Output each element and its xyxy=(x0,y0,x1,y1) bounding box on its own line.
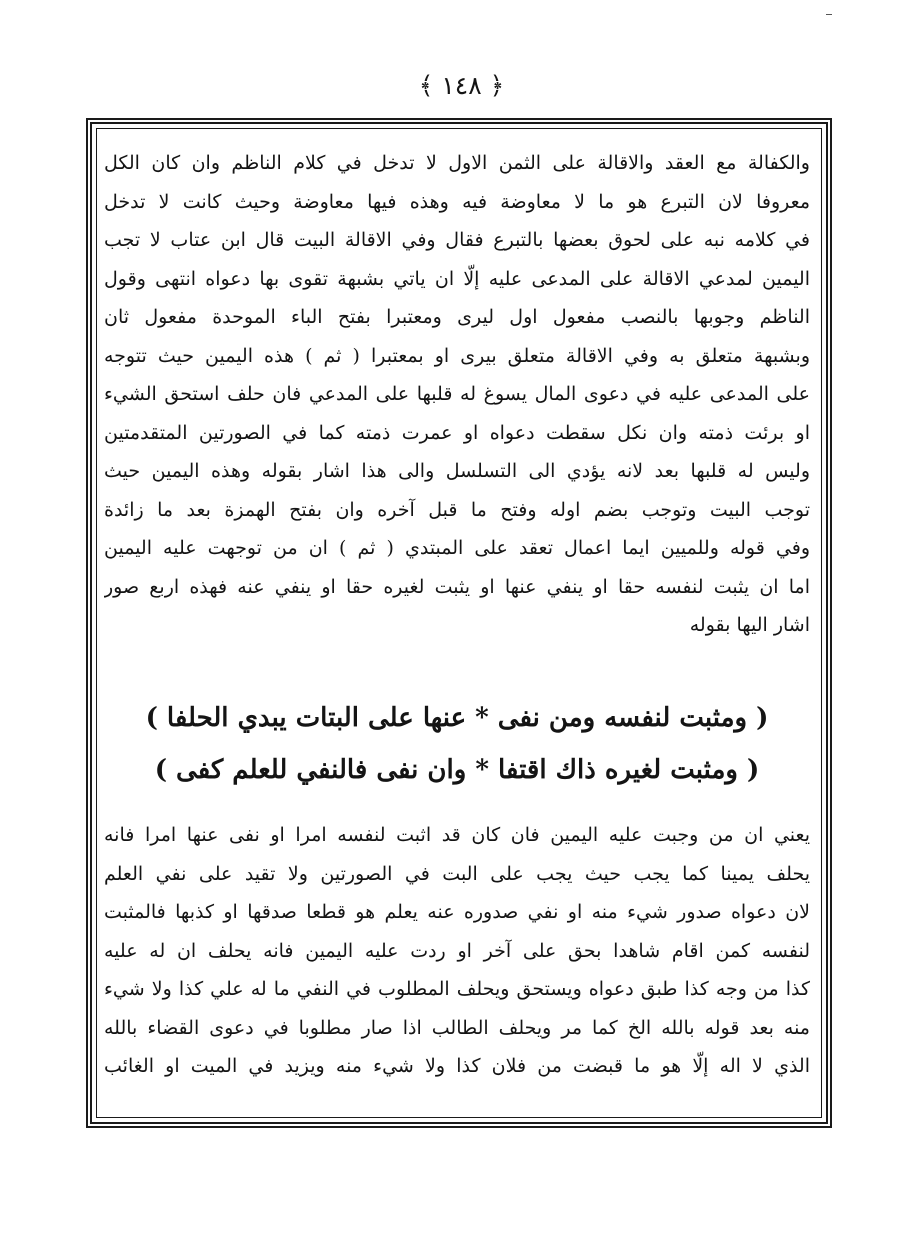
text-line: اليمين لمدعي الاقالة على المدعى عليه إلّا ان ياتي بشبهة تقوى بها دعواه انتهى وقول xyxy=(104,267,810,290)
text-line: اشار اليها بقوله xyxy=(689,614,810,636)
commentary-paragraph-2 xyxy=(104,816,810,1086)
text-line: وبشبهة متعلق به وفي الاقالة متعلق بيرى او بمعتبرا ( ثم ) هذه اليمين حيث تتوجه xyxy=(104,344,810,367)
text-line: لنفسه كمن اقام شاهدا بحق على آخر او ردت عليه اليمين فانه يحلف ان له عليه xyxy=(104,939,810,962)
text-line: على المدعى عليه في دعوى المال يسوغ له قلبها على المدعي فان حلف استحق الشيء xyxy=(104,383,810,405)
text-line: وليس له قلبها بعد لانه يؤدي الى التسلسل والى هذا اشار بقوله وهذه اليمين حيث xyxy=(104,460,810,482)
text-line: معروفا لان التبرع هو ما لا معاوضة فيه وهذه فيها معاوضة وحيث كانت لا تدخل xyxy=(104,190,810,213)
scan-mark xyxy=(826,14,832,15)
text-line: والكفالة مع العقد والاقالة على الثمن الاول لا تدخل في كلام الناظم وان كان الكل xyxy=(104,152,810,174)
text-line: منه بعد قوله بالله الخ كما مر ويحلف الطالب اذا صار مطلوبا في دعوى القضاء بالله xyxy=(104,1016,810,1039)
text-line: يحلف يمينا كما يجب حيث يجب على البت في الصورتين ولا تقيد على نفي العلم xyxy=(104,862,810,885)
commentary-paragraph-1 xyxy=(104,144,810,645)
text-line: وفي قوله وللميين ايما اعمال تعقد على المبتدي ( ثم ) ان من توجهت عليه اليمين xyxy=(104,537,810,559)
text-line: اما ان يثبت لنفسه حقا او ينفي عنها او يثبت لغيره حقا او ينفي عنه فهذه اربع صور xyxy=(104,575,810,598)
text-line: لان دعواه صدور شيء منه او نفي صدوره عنه يعلم هو قطعا صدقها او كذبها فالمثبت xyxy=(104,901,810,923)
text-line: الذي لا اله إلّا هو ما قبضت من فلان كذا ولا شيء منه ويزيد في الميت او الغائب xyxy=(104,1055,810,1077)
text-line: في كلامه نبه على لحوق بعضها بالتبرع فقال وفي الاقالة البيت قال ابن عتاب لا تجب xyxy=(104,229,810,251)
text-line: توجب البيت وتوجب بضم اوله وفتح ما قبل آخره وان بفتح الهمزة بعد ما زائدة xyxy=(104,498,810,521)
text-line: كذا من وجه كذا طبق دعواه ويستحق ويحلف المطلوب في النفي ما له علي كذا ولا شيء xyxy=(104,978,810,1000)
verse-line: ( ومثبت لنفسه ومن نفى * عنها على البتات يبدي الحلفا ) xyxy=(145,703,769,733)
page-number: ﴿ ١٤٨ ﴾ xyxy=(418,71,505,100)
verse-line: ( ومثبت لغيره ذاك اقتفا * وان نفى فالنفي للعلم كفى ) xyxy=(154,755,760,785)
text-line: يعني ان من وجبت عليه اليمين فان كان قد اثبت لنفسه امرا او نفى عنها امرا فانه xyxy=(104,824,810,846)
poem-verses xyxy=(104,692,810,796)
text-line: الناظم وجوبها بالنصب مفعول اول ليرى ومعتبرا بفتح الباء الموحدة مفعول ثان xyxy=(104,306,810,328)
text-line: او برئت ذمته وان نكل سقطت دعواه او عمرت ذمته كما في الصورتين المتقدمتين xyxy=(104,421,810,444)
